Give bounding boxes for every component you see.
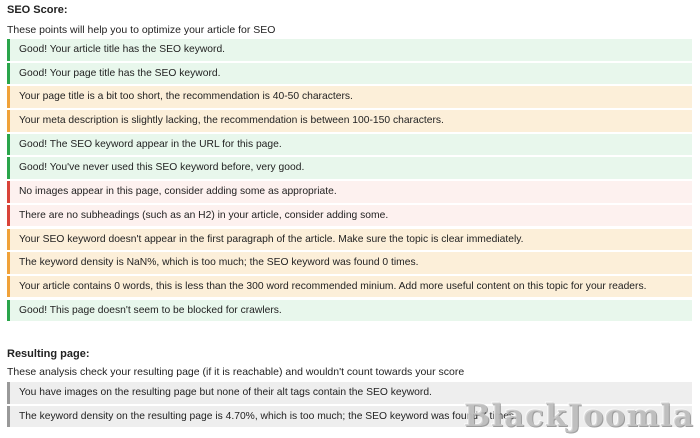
seo-check-item: The keyword density is NaN%, which is too much; the SEO keyword was found 0 times. bbox=[7, 252, 692, 274]
seo-check-item: Good! Your article title has the SEO keyword. bbox=[7, 39, 692, 61]
seo-check-item: Your article contains 0 words, this is less than the 300 word recommended minium. Add more useful content on this topic for your readers. bbox=[7, 276, 692, 298]
seo-check-item: Your meta description is slightly lacking, the recommendation is between 100-150 characters. bbox=[7, 110, 692, 132]
resulting-page-list bbox=[7, 382, 692, 427]
resulting-check-item: The keyword density on the resulting page is 4.70%, which is too much; the SEO keyword was found 7 times. bbox=[7, 406, 692, 428]
seo-check-item: Good! Your page title has the SEO keyword. bbox=[7, 63, 692, 85]
seo-check-item: Good! You've never used this SEO keyword before, very good. bbox=[7, 157, 692, 179]
seo-score-title: SEO Score: bbox=[7, 4, 68, 16]
seo-check-item: Good! This page doesn't seem to be blocked for crawlers. bbox=[7, 300, 692, 322]
blackjoomla-watermark-logo: BlackJoomla bbox=[463, 398, 694, 434]
resulting-page-description: These analysis check your resulting page (if it is reachable) and wouldn't count towards your score bbox=[7, 366, 465, 379]
resulting-page-section bbox=[7, 345, 692, 427]
section-spacer bbox=[7, 323, 692, 345]
seo-check-item: Your page title is a bit too short, the recommendation is 40-50 characters. bbox=[7, 86, 692, 108]
seo-check-item: Your SEO keyword doesn't appear in the first paragraph of the article. Make sure the topic is clear immediately. bbox=[7, 229, 692, 251]
seo-score-list bbox=[7, 39, 692, 321]
resulting-page-title: Resulting page: bbox=[7, 348, 90, 361]
seo-check-item: There are no subheadings (such as an H2) in your article, consider adding some. bbox=[7, 205, 692, 227]
seo-check-item: Good! The SEO keyword appear in the URL for this page. bbox=[7, 134, 692, 156]
seo-score-section bbox=[7, 0, 692, 321]
seo-check-item: No images appear in this page, consider adding some as appropriate. bbox=[7, 181, 692, 203]
seo-score-description: These points will help you to optimize your article for SEO bbox=[7, 24, 276, 36]
resulting-check-item: You have images on the resulting page but none of their alt tags contain the SEO keyword. bbox=[7, 382, 692, 404]
